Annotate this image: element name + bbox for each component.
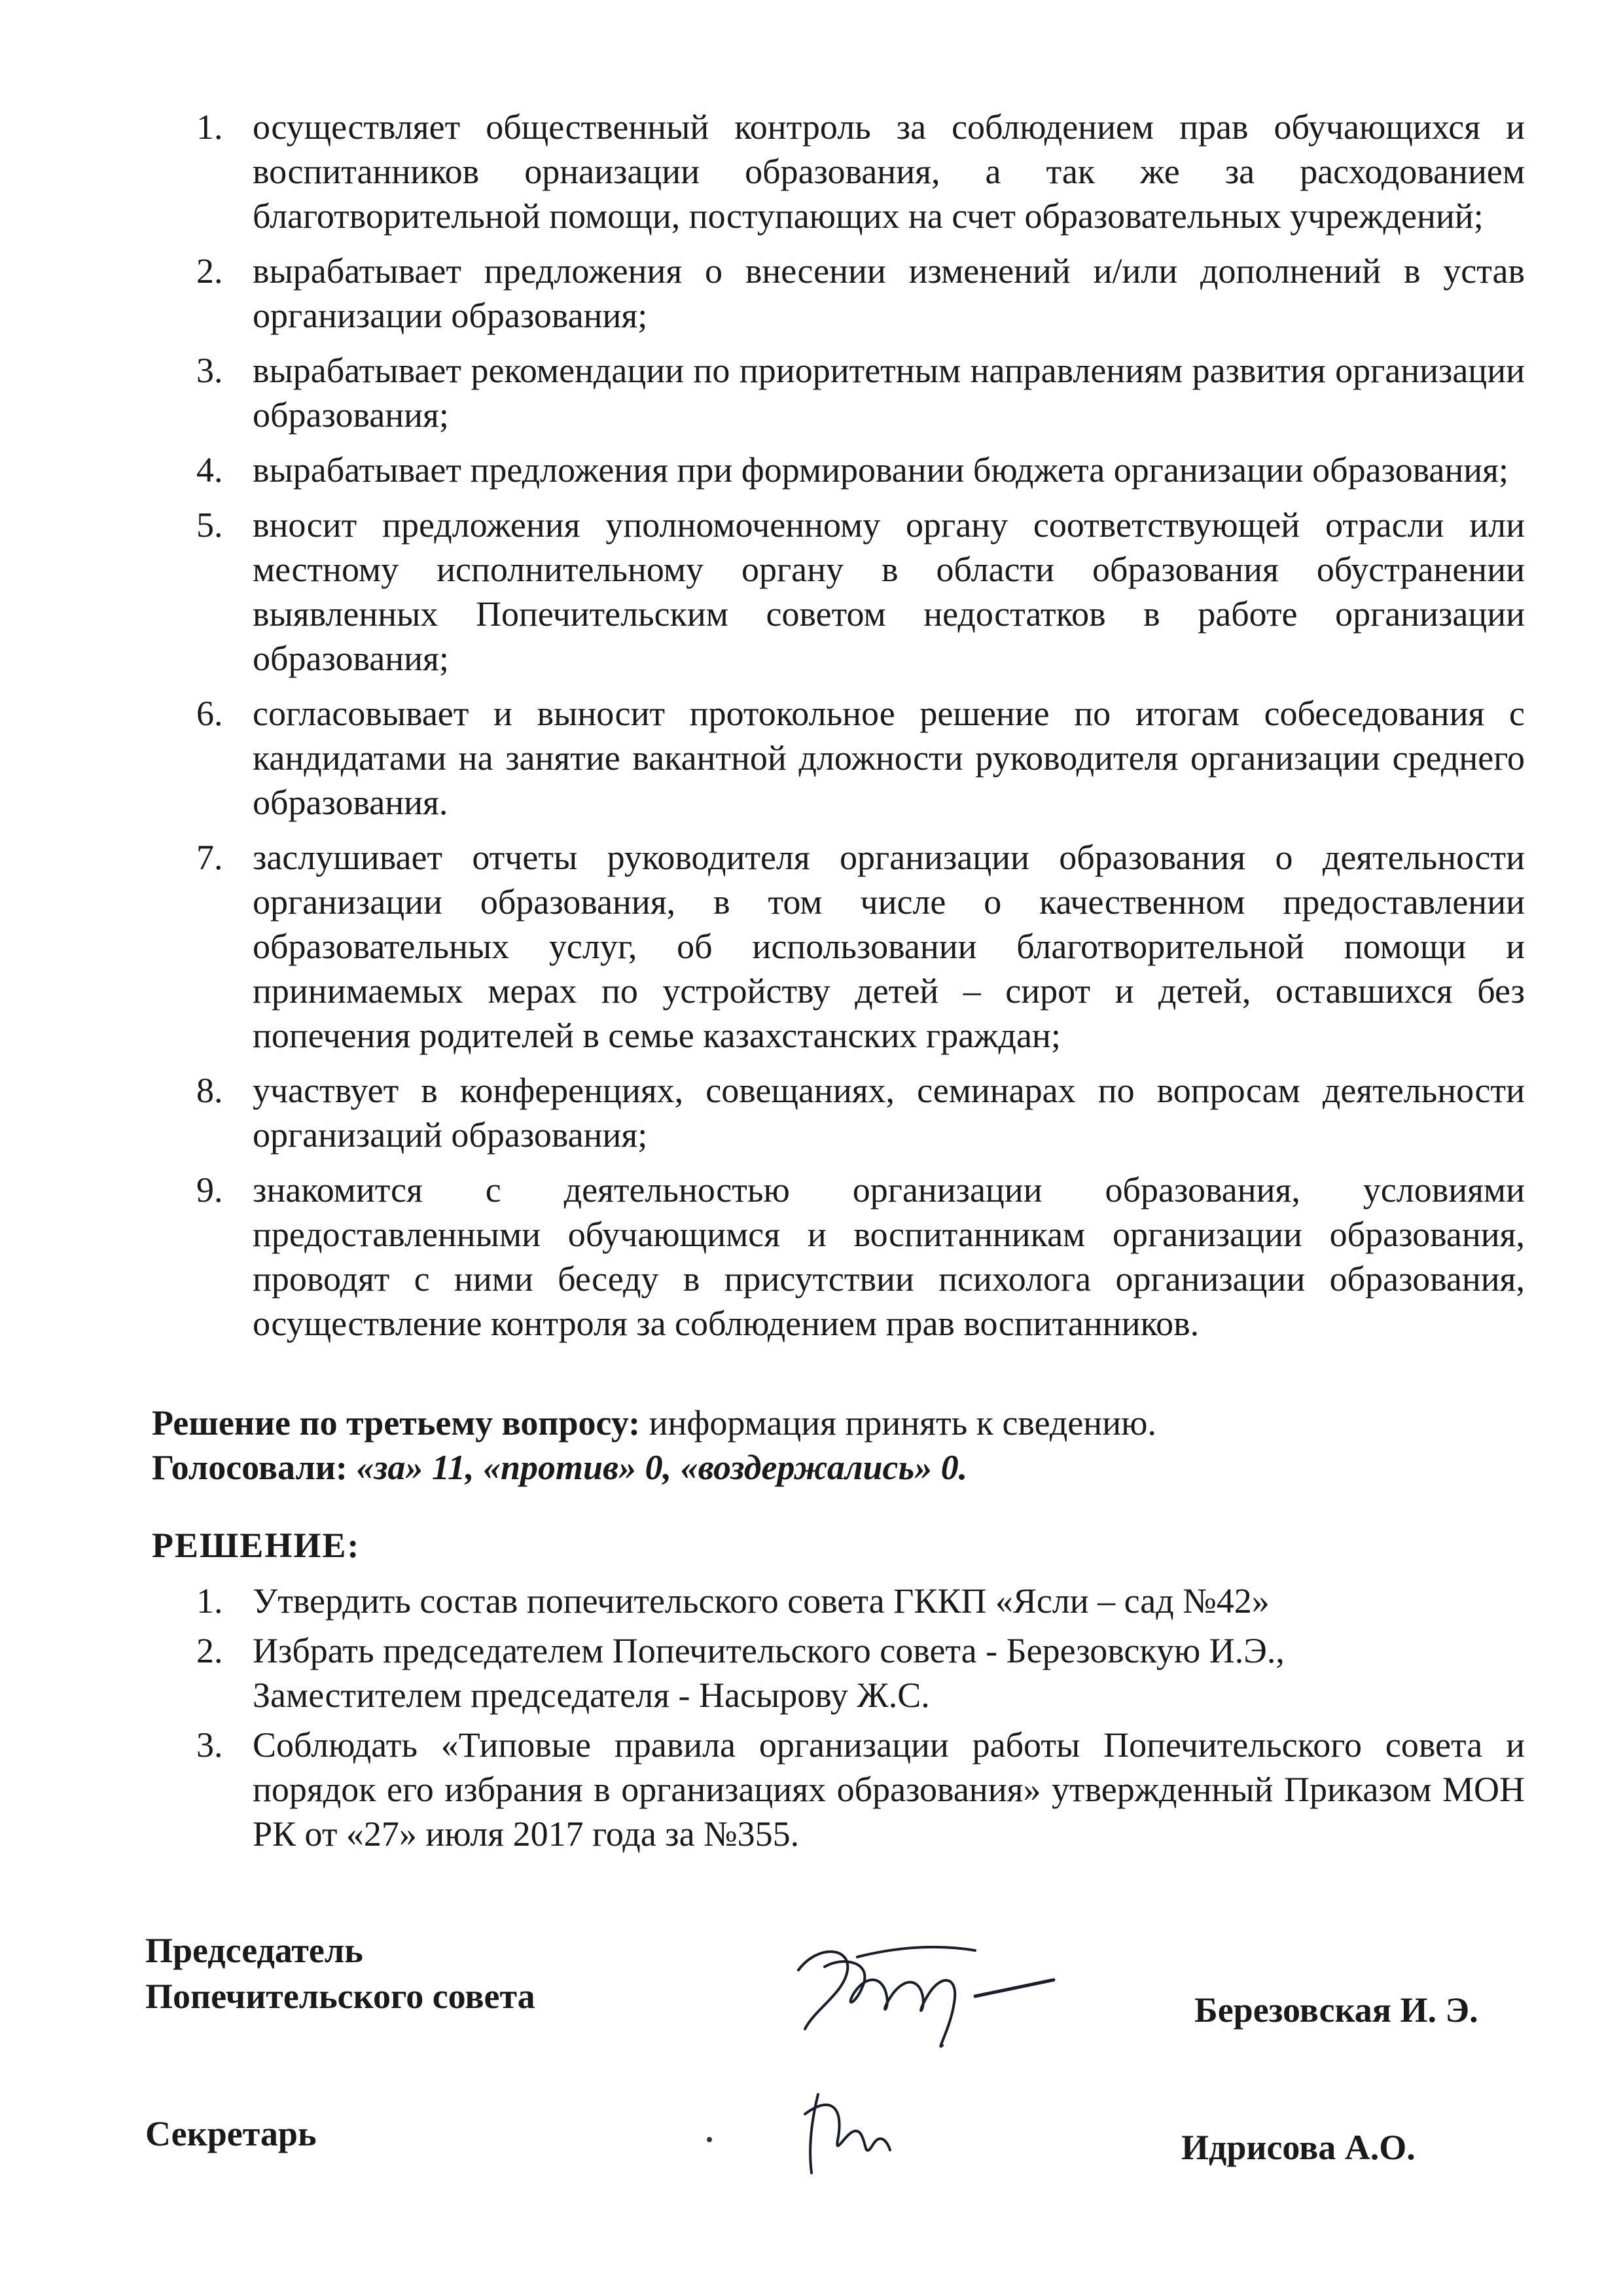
- item-number: 2.: [196, 1631, 223, 1670]
- list-item: [196, 1068, 1525, 1157]
- chairman-title-line1: Председатель: [145, 1931, 363, 1970]
- secretary-name: Идрисова А.О.: [1181, 2128, 1416, 2167]
- item-number: 4.: [196, 450, 223, 490]
- decision-line: [152, 1401, 1520, 1445]
- list-item: [196, 503, 1525, 681]
- item-text: вносит предложения уполномоченному органу соответствующей отрасли или местному исполнительному органу в области образования обустранении выявленных Попечительским советом недостатков в работе организации образования;: [253, 505, 1525, 678]
- item-text: вырабатывает предложения при формировании бюджета организации образования;: [253, 450, 1509, 490]
- item-number: 7.: [196, 838, 223, 877]
- item-line: Избрать председателем Попечительского совета - Березовскую И.Э.,: [253, 1631, 1285, 1670]
- list-item: [196, 448, 1525, 492]
- item-number: 5.: [196, 505, 223, 545]
- stray-dot: [707, 2137, 712, 2142]
- item-number: 1.: [196, 107, 223, 147]
- chairman-title-line2: Попечительского совета: [145, 1977, 535, 2016]
- chairman-title: [145, 1928, 535, 2019]
- chairman-name: Березовская И. Э.: [1194, 1990, 1478, 2030]
- item-number: 8.: [196, 1071, 223, 1110]
- item-line: Заместителем председателя - Насырову Ж.С.: [253, 1676, 930, 1715]
- item-number: 6.: [196, 694, 223, 733]
- item-text: Утвердить состав попечительского совета ГККП «Ясли – сад №42»: [253, 1581, 1270, 1621]
- item-number: 3.: [196, 1725, 223, 1765]
- item-text: участвует в конференциях, совещаниях, семинарах по вопросам деятельности организаций образования;: [253, 1071, 1525, 1155]
- item-number: 1.: [196, 1581, 223, 1621]
- list-item: [196, 105, 1525, 238]
- item-text: Соблюдать «Типовые правила организации работы Попечительского совета и порядок его избрания в организациях образования» утвержденный Приказом МОН РК от «27» июля 2017 года за №355.: [253, 1725, 1525, 1854]
- vote-line: [152, 1445, 1520, 1490]
- item-text: вырабатывает рекомендации по приоритетным направлениям развития организации образования;: [253, 351, 1525, 435]
- item-text: [253, 1628, 1525, 1717]
- list-item: [196, 1628, 1525, 1717]
- item-text: согласовывает и выносит протокольное решение по итогам собеседования с кандидатами на занятие вакантной дложности руководителя организации среднего образования.: [253, 694, 1525, 822]
- decision-block: [152, 1401, 1520, 1490]
- list-item: [196, 835, 1525, 1058]
- list-item: [196, 1168, 1525, 1346]
- decision-text: информация принять к сведению.: [649, 1403, 1156, 1443]
- item-text: осуществляет общественный контроль за соблюдением прав обучающихся и воспитанников орнаизации образования, а так же за расходованием благотворительной помощи, поступающих на счет образовательных учреждений;: [253, 107, 1525, 236]
- item-text: заслушивает отчеты руководителя организации образования о деятельности организации образования, в том числе о качественном предоставлении образовательных услуг, об использовании благотворительной помощи и принимаемых мерах по устройству детей – сирот и детей, оставшихся без попечения родителей в семье казахстанских граждан;: [253, 838, 1525, 1055]
- item-number: 9.: [196, 1170, 223, 1210]
- item-text: вырабатывает предложения о внесении изменений и/или дополнений в устав организации образования;: [253, 251, 1525, 335]
- chairman-signature: [779, 1931, 1060, 2055]
- decision-label: Решение по третьему вопросу:: [152, 1403, 641, 1443]
- secretary-title: Секретарь: [145, 2114, 317, 2153]
- list-item: [196, 249, 1525, 338]
- list-item: [196, 348, 1525, 437]
- duties-list: [196, 105, 1525, 1356]
- item-number: 3.: [196, 351, 223, 390]
- vote-label: Голосовали:: [152, 1448, 348, 1487]
- list-item: [196, 1723, 1525, 1856]
- secretary-signature: [792, 2081, 916, 2179]
- list-item: [196, 1579, 1525, 1623]
- list-item: [196, 691, 1525, 825]
- resolution-list: [196, 1579, 1525, 1861]
- resolution-heading: РЕШЕНИЕ:: [152, 1526, 361, 1565]
- item-number: 2.: [196, 251, 223, 291]
- item-text: знакомится с деятельностью организации образования, условиями предоставленными обучающимся и воспитанникам организации образования, проводят с ними беседу в присутствии психолога организации образования, осуществление контроля за соблюдением прав воспитанников.: [253, 1170, 1525, 1343]
- vote-result: «за» 11, «против» 0, «воздержались» 0.: [356, 1448, 968, 1487]
